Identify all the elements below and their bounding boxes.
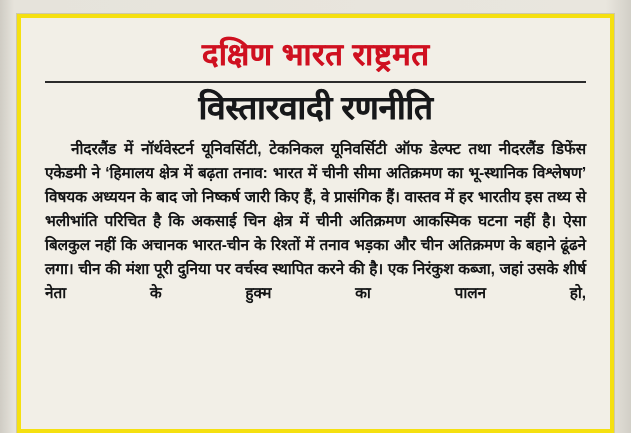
masthead-divider (45, 81, 586, 83)
article-paragraph: नीदरलैंड में नॉर्थवेस्टर्न यूनिवर्सिटी, टेकनिकल यूनिवर्सिटी ऑफ डेल्फ्ट तथा नीदरलैंड डिफेंस एकेडमी ने ‘हिमालय क्षेत्र में बढ़ता तनाव: भारत में चीनी सीमा अतिक्रमण का भू-स्थानिक विश्लेषण’ विषयक अध्ययन के बाद जो निष्कर्ष जारी किए हैं, वे प्रासंगिक हैं। वास्तव में हर भारतीय इस तथ्य से भलीभांति परिचित है कि अकसाई चिन क्षेत्र में चीनी अतिक्रमण आकस्मिक घटना नहीं है। ऐसा बिलकुल नहीं कि अचानक भारत-चीन के रिश्तों में तनाव भड़का और चीन अतिक्रमण के बहाने ढूंढने लगा। चीन की मंशा पूरी दुनिया पर वर्चस्व स्थापित करने की है। एक निरंकुश कब्जा, जहां उसके शीर्ष नेता के हुक्म का पालन हो, (45, 141, 586, 303)
newspaper-masthead: दक्षिण भारत राष्ट्रमत (201, 37, 430, 72)
article-card (17, 14, 614, 433)
article-headline: विस्तारवादी रणनीति (198, 89, 433, 127)
article-inner (21, 18, 610, 429)
article-body (43, 138, 588, 306)
